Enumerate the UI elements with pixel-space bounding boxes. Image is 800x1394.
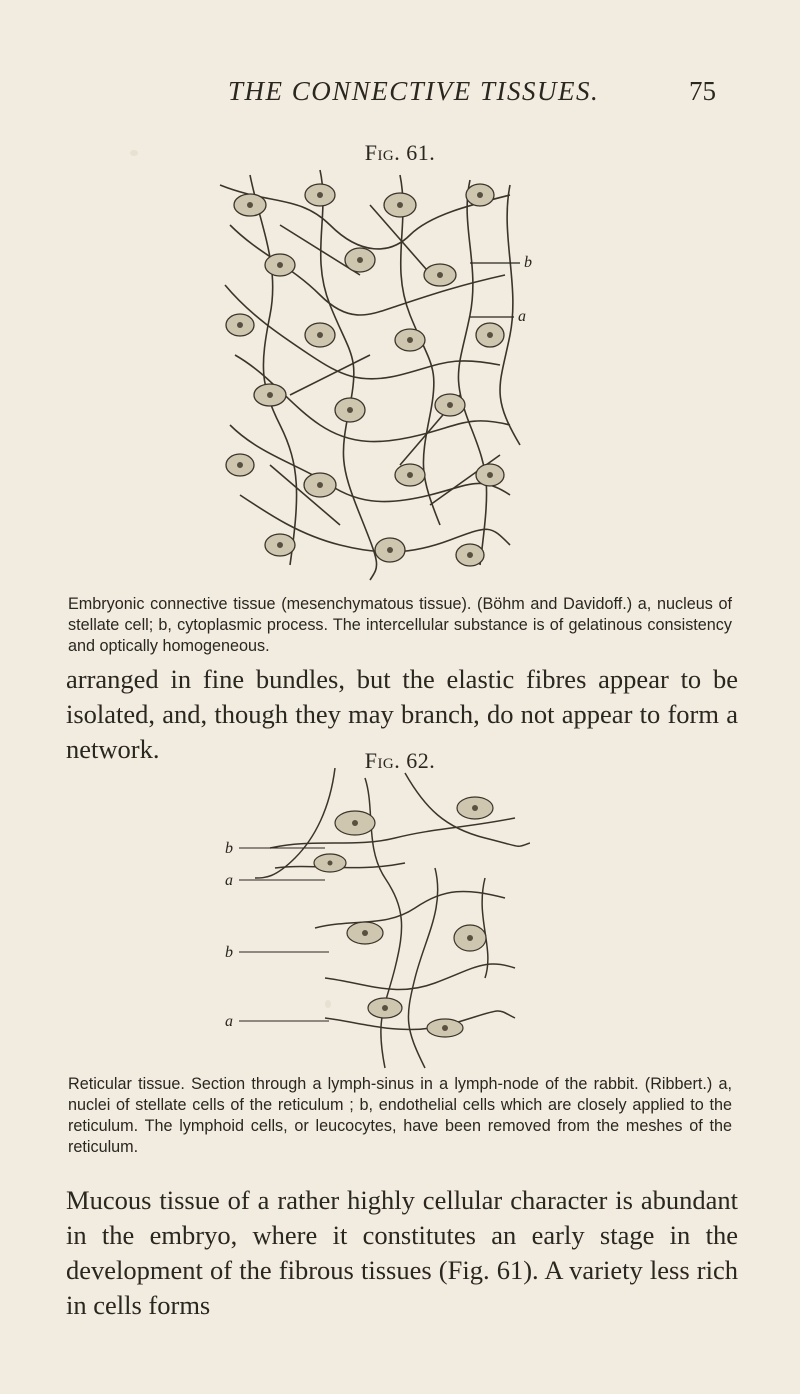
figure-61-illustration bbox=[210, 165, 550, 585]
figure-61-callouts bbox=[470, 245, 550, 335]
figure-62-callouts bbox=[225, 840, 335, 1040]
figure-62-callout-b-1: b bbox=[225, 840, 233, 857]
running-title: THE CONNECTIVE TISSUES. bbox=[228, 76, 600, 106]
figure-62-callout-a-2: a bbox=[225, 1013, 233, 1030]
paragraph-1: arranged in fine bundles, but the elastic fibres appear to be isolated, and, though they may branch, do not appear to form a network. bbox=[66, 664, 738, 764]
figure-61-caption: Embryonic connective tissue (mesenchymatous tissue). (Böhm and Davidoff.) a, nucleus of stellate cell; b, cytoplasmic process. The intercellular substance is of gelatinous consistency and optically homogeneous. bbox=[68, 595, 732, 655]
figure-61-label: Fig. 61. bbox=[364, 140, 436, 165]
page-smudge bbox=[325, 1000, 331, 1008]
figure-62-caption: Reticular tissue. Section through a lymph-sinus in a lymph-node of the rabbit. (Ribbert.) a, nuclei of stellate cells of the reticulum ; b, endothelial cells which are closely applied to the reticulum. The lymphoid cells, or leucocytes, have been removed from the meshes of the reticulum. bbox=[68, 1075, 732, 1156]
figure-61-callout-a: a bbox=[518, 308, 526, 325]
paragraph-2: Mucous tissue of a rather highly cellular character is abundant in the embryo, where it constitutes an early stage in the development of the fibrous tissues (Fig. 61). A variety less rich in cells forms bbox=[66, 1185, 738, 1320]
running-head bbox=[0, 76, 800, 116]
page-number: 75 bbox=[689, 76, 716, 106]
figure-61-callout-b: b bbox=[524, 254, 532, 271]
page-smudge bbox=[130, 150, 138, 156]
figure-62-callout-b-2: b bbox=[225, 944, 233, 961]
figure-62-callout-a-1: a bbox=[225, 872, 233, 889]
figure-62-label: Fig. 62. bbox=[364, 748, 436, 773]
